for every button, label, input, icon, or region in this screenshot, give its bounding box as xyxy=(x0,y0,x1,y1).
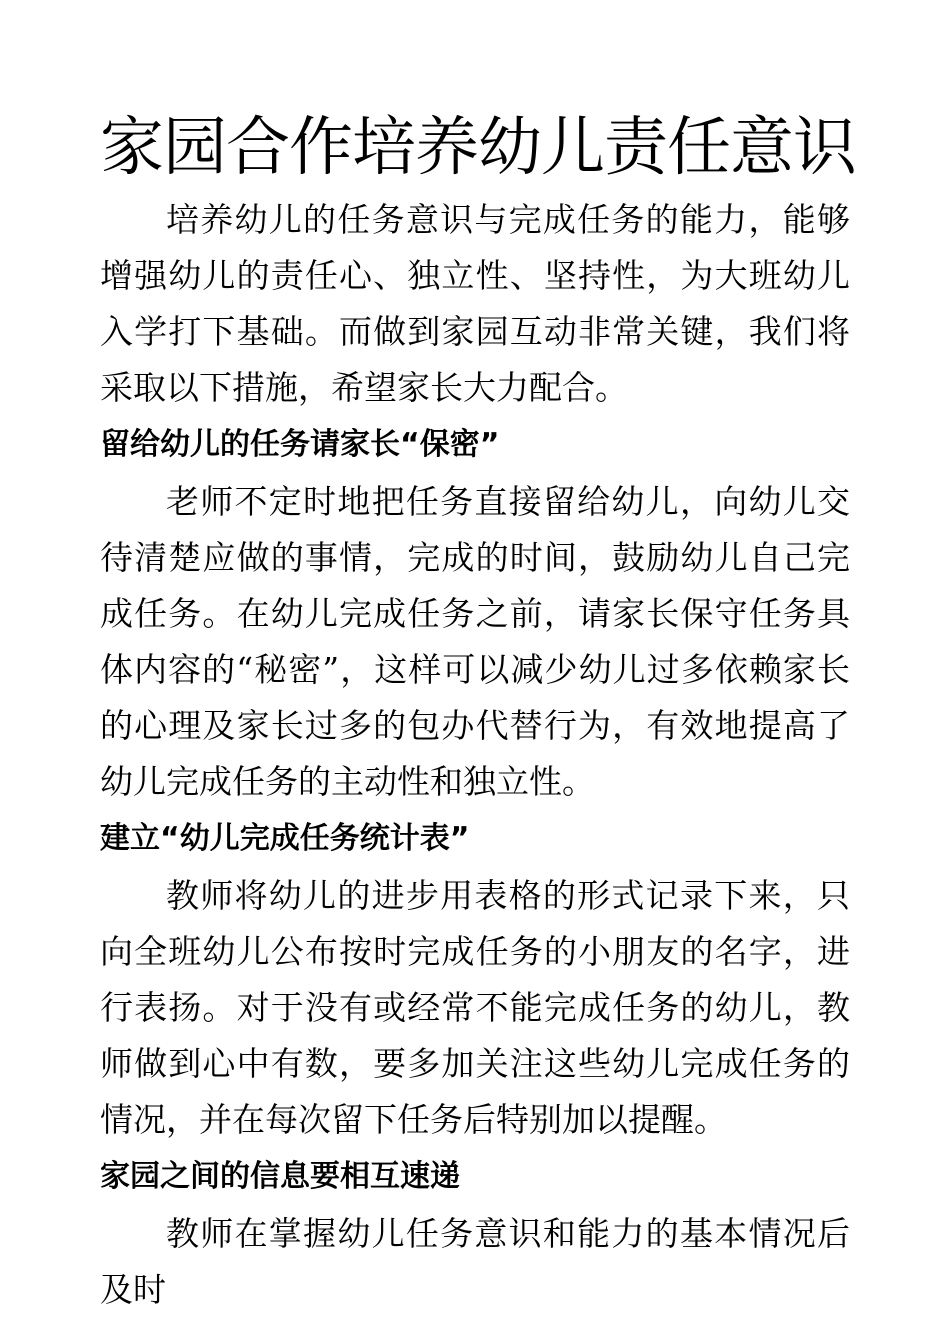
intro-paragraph: 培养幼儿的任务意识与完成任务的能力，能够增强幼儿的责任心、独立性、坚持性，为大班幼儿入学打下基础。而做到家园互动非常关键，我们将采取以下措施，希望家长大力配合。 xyxy=(100,200,850,407)
section-body-3: 教师在掌握幼儿任务意识和能力的基本情况后及时 xyxy=(100,1214,850,1309)
section-heading-1: 留给幼儿的任务请家长“保密” xyxy=(100,427,500,462)
document-page xyxy=(100,108,856,1318)
section-body-1: 老师不定时地把任务直接留给幼儿，向幼儿交待清楚应做的事情，完成的时间，鼓励幼儿自己完成任务。在幼儿完成任务之前，请家长保守任务具体内容的“秘密”，这样可以减少幼儿过多依赖家长的心理及家长过多的包办代替行为，有效地提高了幼儿完成任务的主动性和独立性。 xyxy=(100,482,850,801)
document-title: 家园合作培养幼儿责任意识 xyxy=(100,111,856,185)
section-body-2: 教师将幼儿的进步用表格的形式记录下来，只向全班幼儿公布按时完成任务的小朋友的名字，进行表扬。对于没有或经常不能完成任务的幼儿，教师做到心中有数，要多加关注这些幼儿完成任务的情况，并在每次留下任务后特别加以提醒。 xyxy=(100,876,850,1139)
section-heading-3: 家园之间的信息要相互速递 xyxy=(100,1159,460,1194)
section-heading-2: 建立“幼儿完成任务统计表” xyxy=(100,821,470,856)
